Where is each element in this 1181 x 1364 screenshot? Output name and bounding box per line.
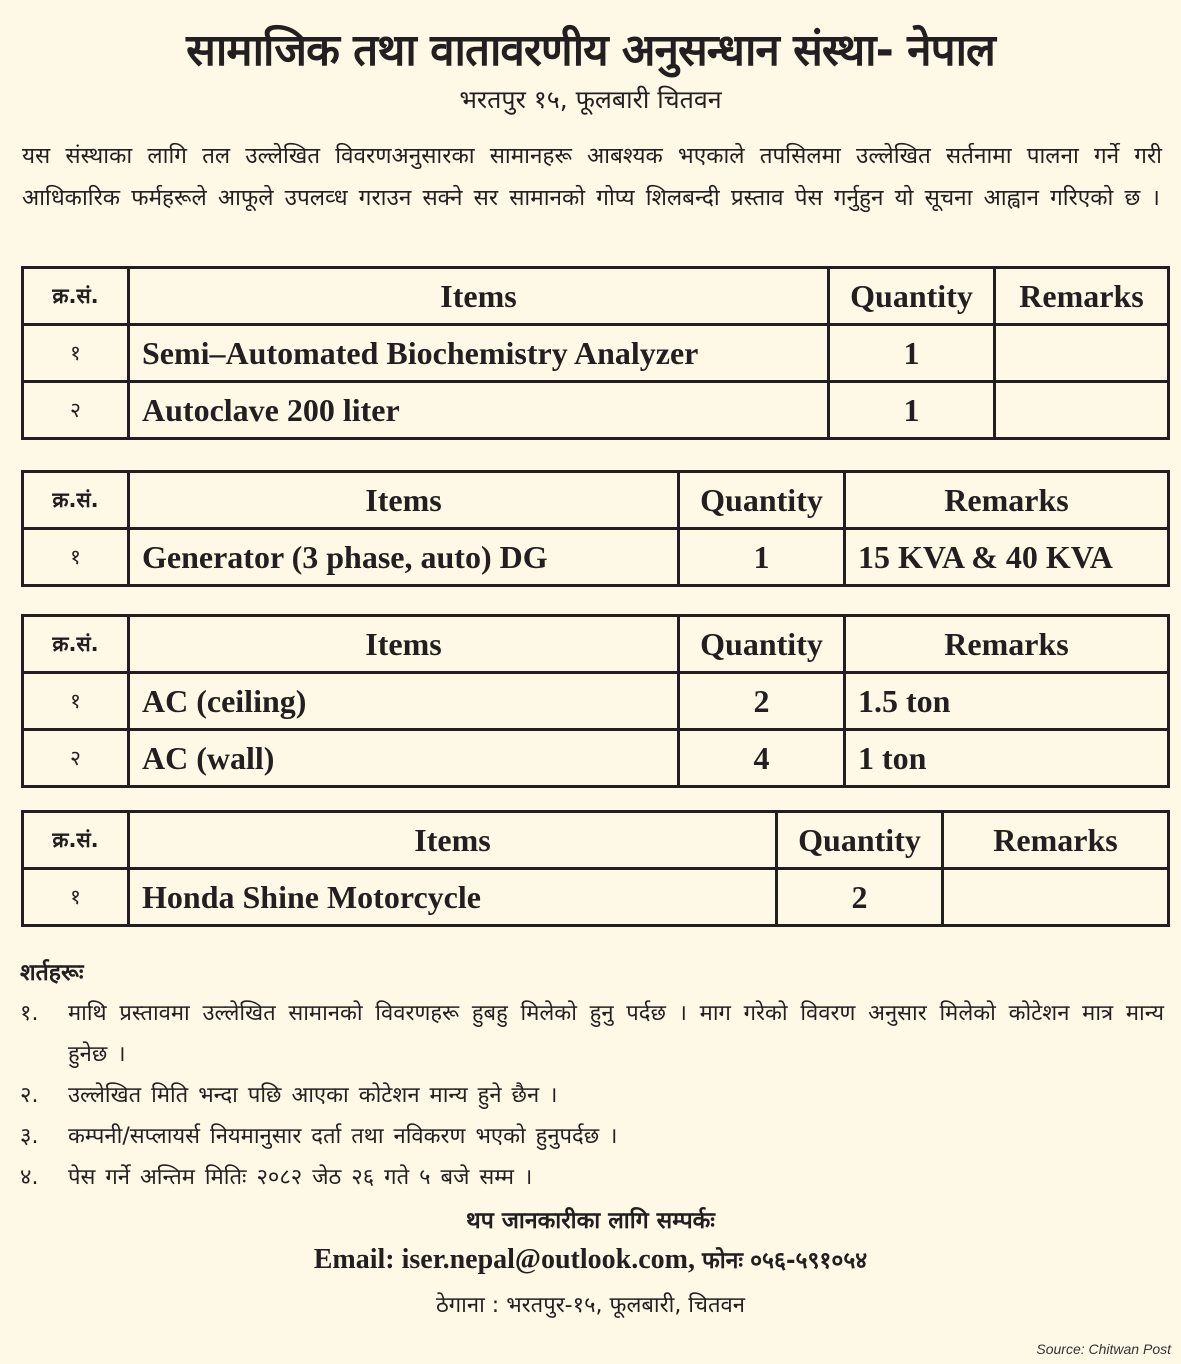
condition-number: ३. [20, 1124, 39, 1149]
row-sn: २ [23, 382, 129, 439]
contact-phone-label: फोनः [701, 1248, 744, 1274]
table-header-row [23, 616, 1169, 673]
items-table-2 [21, 470, 1170, 587]
row-item: AC (ceiling) [129, 673, 679, 730]
row-item: AC (wall) [129, 730, 679, 787]
row-remarks [943, 869, 1169, 926]
row-sn: १ [23, 673, 129, 730]
col-sn-header: क्र.सं. [23, 812, 129, 869]
contact-line [0, 1243, 1181, 1276]
intro-paragraph: यस संस्थाका लागि तल उल्लेखित विवरणअनुसारका सामानहरू आबश्यक भएकाले तपसिलमा उल्लेखित सर्तनामा पालना गर्ने गरी आधिकारिक फर्महरूले आफूले उपलव्ध गराउन सक्ने सर सामानको गोप्य शिलबन्दी प्रस्ताव पेस गर्नुहुन यो सूचना आह्वान गरिएको छ । [22, 143, 1162, 211]
table-row [23, 869, 1169, 926]
row-sn: १ [23, 529, 129, 586]
row-item: Autoclave 200 liter [129, 382, 829, 439]
col-quantity-header: Quantity [829, 268, 995, 325]
table-row [23, 382, 1169, 439]
items-table-1 [21, 266, 1170, 440]
col-quantity-header: Quantity [679, 472, 845, 529]
conditions-list [20, 993, 1164, 1198]
row-remarks [995, 382, 1169, 439]
row-item: Honda Shine Motorcycle [129, 869, 777, 926]
row-quantity: 1 [829, 325, 995, 382]
col-sn-header: क्र.सं. [23, 472, 129, 529]
row-remarks: 15 KVA & 40 KVA [845, 529, 1169, 586]
row-sn: १ [23, 869, 129, 926]
condition-number: ४. [20, 1165, 39, 1190]
contact-email[interactable]: Email: iser.nepal@outlook.com, [313, 1244, 695, 1275]
col-quantity-header: Quantity [777, 812, 943, 869]
table-header-row [23, 472, 1169, 529]
condition-number: २. [20, 1083, 39, 1108]
col-remarks-header: Remarks [845, 616, 1169, 673]
col-remarks-header: Remarks [943, 812, 1169, 869]
row-sn: १ [23, 325, 129, 382]
col-sn-header: क्र.सं. [23, 616, 129, 673]
col-items-header: Items [129, 268, 829, 325]
row-quantity: 2 [679, 673, 845, 730]
row-remarks [995, 325, 1169, 382]
row-remarks: 1 ton [845, 730, 1169, 787]
condition-text: पेस गर्ने अन्तिम मितिः २०८२ जेठ २६ गते ५ बजे सम्म । [68, 1165, 533, 1190]
contact-phone: ०५६-५९१०५४ [750, 1248, 868, 1274]
row-item: Semi–Automated Biochemistry Analyzer [129, 325, 829, 382]
row-quantity: 2 [777, 869, 943, 926]
condition-item [20, 1075, 1164, 1116]
organization-address: भरतपुर १५, फूलबारी चितवन [459, 85, 722, 114]
row-sn: २ [23, 730, 129, 787]
contact-address: ठेगाना : भरतपुर-१५, फूलबारी, चितवन [436, 1293, 745, 1318]
table-row [23, 730, 1169, 787]
condition-number: १. [20, 1001, 39, 1026]
col-sn-header: क्र.सं. [23, 268, 129, 325]
organization-title: सामाजिक तथा वातावरणीय अनुसन्धान संस्था- नेपाल [186, 25, 995, 76]
items-table-3 [21, 614, 1170, 788]
condition-text: कम्पनी/सप्लायर्स नियमानुसार दर्ता तथा नविकरण भएको हुनुपर्दछ । [68, 1124, 618, 1149]
col-items-header: Items [129, 472, 679, 529]
condition-text: उल्लेखित मिति भन्दा पछि आएका कोटेशन मान्य हुने छैन । [68, 1083, 558, 1108]
items-table-4 [21, 810, 1170, 927]
col-items-header: Items [129, 616, 679, 673]
table-row [23, 325, 1169, 382]
table-row [23, 529, 1169, 586]
row-quantity: 1 [829, 382, 995, 439]
row-item: Generator (3 phase, auto) DG [129, 529, 679, 586]
contact-heading: थप जानकारीका लागि सम्पर्कः [466, 1208, 715, 1234]
col-remarks-header: Remarks [845, 472, 1169, 529]
row-remarks: 1.5 ton [845, 673, 1169, 730]
row-quantity: 1 [679, 529, 845, 586]
condition-item [20, 1116, 1164, 1157]
condition-item [20, 1157, 1164, 1198]
source-credit: Source: Chitwan Post [1036, 1341, 1171, 1357]
condition-text: माथि प्रस्तावमा उल्लेखित सामानको विवरणहरू हुबहु मिलेको हुनु पर्दछ । माग गरेको विवरण अनुसार मिलेको कोटेशन मात्र मान्य हुनेछ । [68, 1001, 1164, 1067]
col-remarks-header: Remarks [995, 268, 1169, 325]
table-header-row [23, 812, 1169, 869]
col-quantity-header: Quantity [679, 616, 845, 673]
table-row [23, 673, 1169, 730]
condition-item [20, 993, 1164, 1075]
table-header-row [23, 268, 1169, 325]
conditions-heading: शर्तहरूः [20, 960, 84, 986]
col-items-header: Items [129, 812, 777, 869]
row-quantity: 4 [679, 730, 845, 787]
